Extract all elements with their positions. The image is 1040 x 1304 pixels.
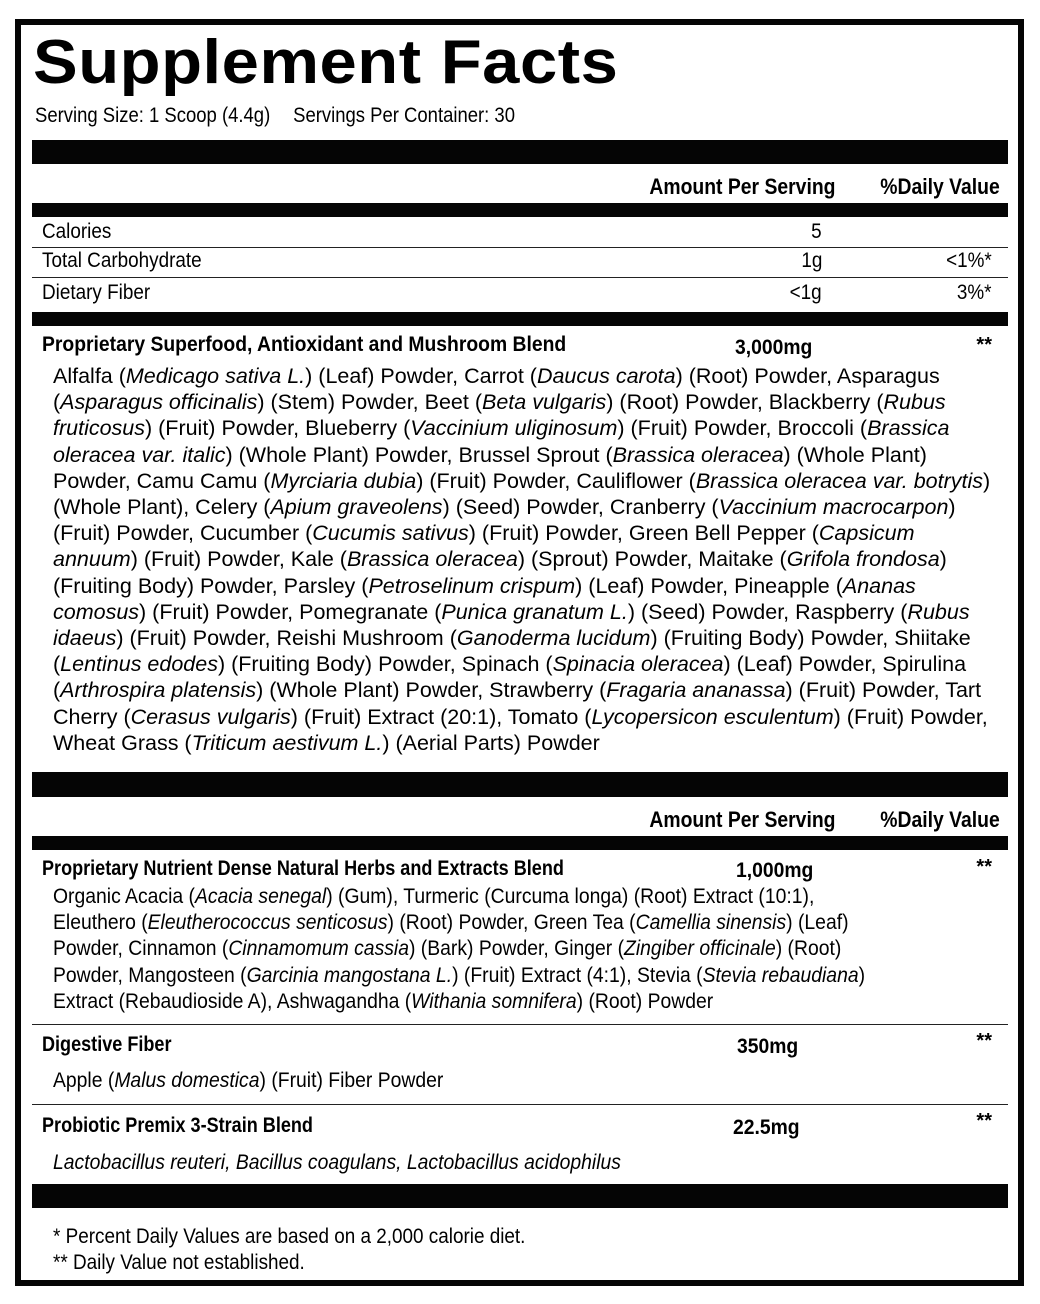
- probiotic-amount: 22.5mg: [733, 1116, 800, 1139]
- botanical-name: Asparagus officinalis: [60, 390, 258, 415]
- botanical-name: Beta vulgaris: [482, 390, 607, 415]
- ingredient-text: ) (Sprout) Powder, Maitake (: [517, 547, 787, 572]
- digestive-fiber-amount: 350mg: [737, 1035, 799, 1058]
- blend2-dv: **: [976, 856, 992, 878]
- ingredient-line: [53, 883, 865, 909]
- ingredient-line: [53, 677, 990, 703]
- botanical-name: Grifola frondosa: [786, 547, 940, 572]
- ingredient-line: [53, 962, 865, 988]
- ingredient-text: ) (Root) Powder, Blackberry (: [606, 390, 884, 415]
- botanical-name: comosus: [53, 599, 140, 624]
- nutrient-amount: 5: [811, 220, 822, 243]
- botanical-name: Capsicum: [818, 521, 915, 546]
- botanical-name: Stevia rebaudiana: [702, 962, 859, 987]
- ingredient-text: Powder, Camu Camu (: [53, 468, 271, 493]
- ingredient-text: ) (Leaf) Powder, Carrot (: [305, 364, 537, 388]
- ingredient-text: ) (Fruit) Powder, Tart: [785, 678, 982, 703]
- botanical-name: Medicago sativa L.: [125, 364, 306, 388]
- ingredient-line: [53, 494, 990, 520]
- ingredient-text: ) (Fruit) Powder,: [833, 704, 988, 729]
- blend2-name: Proprietary Nutrient Dense Natural Herbs and Extracts Blend: [42, 857, 564, 880]
- ingredient-line: [53, 546, 990, 572]
- ingredient-text: ) (Fruit) Powder, Kale (: [130, 547, 347, 572]
- ingredient-line: [53, 1067, 443, 1093]
- ingredient-text: Extract (Rebaudioside A), Ashwagandha (: [53, 988, 412, 1013]
- ingredient-text: (: [53, 678, 61, 703]
- botanical-name: Lentinus edodes: [60, 652, 218, 677]
- ingredient-text: ) (Fruit) Powder, Green Bell Pepper (: [468, 521, 819, 546]
- ingredient-text: ) (Fruiting Body) Powder, Spinach (: [217, 652, 553, 677]
- ingredient-text: (: [53, 390, 61, 415]
- ingredient-text: (: [53, 652, 61, 677]
- ingredient-text: ) (Seed) Powder, Raspberry (: [627, 599, 908, 624]
- botanical-name: Cerasus vulgaris: [130, 704, 291, 729]
- nutrient-name: Calories: [42, 220, 112, 243]
- botanical-name: Brassica oleracea var. botrytis: [695, 468, 984, 493]
- ingredient-text: ) (Fruit) Fiber Powder: [259, 1068, 444, 1092]
- ingredient-text: Cherry (: [53, 704, 131, 729]
- ingredient-line: [53, 704, 990, 730]
- ingredient-line: [53, 442, 990, 468]
- nutrient-amount: <1g: [789, 281, 822, 304]
- ingredient-text: ): [948, 495, 956, 520]
- botanical-name: Apium graveolens: [270, 495, 443, 520]
- botanical-name: Triticum aestivum L.: [191, 730, 383, 755]
- ingredient-text: ) (Fruit) Powder, Broccoli (: [617, 416, 868, 441]
- botanical-name: Arthrospira platensis: [60, 678, 257, 703]
- botanical-name: Rubus: [907, 599, 970, 624]
- ingredient-text: ) (Root): [775, 936, 842, 961]
- ingredient-text: Powder, Cinnamon (: [53, 936, 229, 961]
- nutrient-name: Dietary Fiber: [42, 281, 151, 304]
- ingredient-text: Powder, Mangosteen (: [53, 962, 247, 987]
- blend1-name: Proprietary Superfood, Antioxidant and Mushroom Blend: [42, 333, 567, 356]
- thick-divider: [32, 140, 1008, 164]
- ingredient-line: [53, 363, 990, 389]
- botanical-name: Vaccinium macrocarpon: [718, 495, 949, 520]
- ingredient-line: [53, 415, 990, 441]
- ingredient-text: ) (Fruit) Extract (20:1), Tomato (: [290, 704, 592, 729]
- botanical-name: Eleutherococcus senticosus: [147, 910, 388, 935]
- botanical-name: Malus domestica: [114, 1068, 260, 1092]
- ingredient-line: [53, 468, 990, 494]
- botanical-name: Brassica: [867, 416, 950, 441]
- ingredient-text: ): [858, 962, 866, 987]
- ingredient-text: ) (Whole Plant) Powder, Strawberry (: [256, 678, 607, 703]
- blend1-ingredients: [53, 363, 990, 756]
- thin-divider: [32, 1104, 1008, 1105]
- botanical-name: fruticosus: [53, 416, 146, 441]
- ingredient-text: ) (Bark) Powder, Ginger (: [408, 936, 625, 961]
- botanical-name: Punica granatum L.: [441, 599, 628, 624]
- thick-divider: [32, 1184, 1008, 1208]
- botanical-name: Vaccinium uliginosum: [410, 416, 618, 441]
- nutrient-amount: 1g: [800, 249, 822, 272]
- botanical-name: annuum: [53, 547, 131, 572]
- amount-per-serving-header: Amount Per Serving: [648, 174, 835, 199]
- thick-divider: [32, 836, 1008, 850]
- probiotic-dv: **: [976, 1110, 992, 1132]
- ingredient-text: ) (Fruiting Body) Powder, Shiitake: [650, 626, 971, 651]
- thin-divider: [32, 277, 1008, 278]
- daily-value-header-2: %Daily Value: [880, 807, 1000, 832]
- ingredient-line: [53, 651, 990, 677]
- ingredient-text: Organic Acacia (: [53, 884, 195, 908]
- botanical-name: Spinacia oleracea: [552, 652, 724, 677]
- ingredient-line: [53, 625, 990, 651]
- servings-per-container: Servings Per Container: 30: [293, 104, 515, 127]
- digestive-fiber-name: Digestive Fiber: [42, 1033, 172, 1056]
- label-title: Supplement Facts: [33, 28, 619, 97]
- thick-divider: [32, 203, 1008, 217]
- ingredient-text: ) (Gum), Turmeric (Curcuma longa) (Root) Extract (10:1),: [326, 884, 815, 908]
- serving-size: Serving Size: 1 Scoop (4.4g): [35, 104, 271, 127]
- blend2-ingredients: [53, 883, 955, 1014]
- ingredient-text: (Fruit) Powder, Cucumber (: [53, 521, 313, 546]
- ingredient-text: ) (Leaf) Powder, Pineapple (: [575, 573, 843, 598]
- ingredient-line: [53, 573, 990, 599]
- botanical-name: Ananas: [842, 573, 916, 598]
- botanical-name: Zingiber officinale: [624, 936, 776, 961]
- botanical-name: Lycopersicon esculentum: [591, 704, 834, 729]
- botanical-name: Rubus: [883, 390, 946, 415]
- ingredient-line: [53, 520, 990, 546]
- ingredient-text: (Whole Plant), Celery (: [53, 495, 271, 520]
- nutrient-daily-value: 3%*: [957, 281, 992, 304]
- daily-value-header: %Daily Value: [880, 174, 1000, 199]
- ingredient-text: ) (Fruit) Powder, Cauliflower (: [416, 468, 696, 493]
- ingredient-text: ) (Stem) Powder, Beet (: [257, 390, 482, 415]
- ingredient-text: ) (Whole Plant) Powder, Brussel Sprout (: [225, 442, 613, 467]
- ingredient-text: Wheat Grass (: [53, 730, 192, 755]
- ingredient-text: ): [983, 468, 991, 493]
- thin-divider: [32, 1024, 1008, 1025]
- blend1-dv: **: [976, 334, 992, 356]
- serving-info: [35, 103, 538, 129]
- ingredient-text: ) (Leaf) Powder, Spirulina: [723, 652, 967, 677]
- footnote-daily-values: * Percent Daily Values are based on a 2,000 calorie diet.: [53, 1225, 526, 1248]
- ingredient-text: ) (Whole Plant): [783, 442, 927, 467]
- ingredient-line: [53, 389, 990, 415]
- thick-divider: [32, 312, 1008, 326]
- botanical-name: Fragaria ananassa: [606, 678, 786, 703]
- ingredient-text: ) (Root) Powder: [576, 988, 714, 1013]
- botanical-name: idaeus: [53, 626, 117, 651]
- probiotic-name: Probiotic Premix 3-Strain Blend: [42, 1114, 313, 1137]
- ingredient-text: ) (Leaf): [786, 910, 849, 935]
- ingredient-line: [53, 935, 865, 961]
- blend1-amount: 3,000mg: [735, 336, 813, 359]
- botanical-name: Garcinia mangostana L.: [246, 962, 453, 987]
- botanical-name: Cucumis sativus: [312, 521, 469, 546]
- ingredient-text: ) (Root) Powder, Asparagus: [675, 364, 940, 388]
- ingredient-text: ) (Fruit) Powder, Blueberry (: [145, 416, 411, 441]
- ingredient-text: (Fruiting Body) Powder, Parsley (: [53, 573, 369, 598]
- botanical-name: Lactobacillus reuteri, Bacillus coagulans, Lactobacillus acidophilus: [53, 1150, 621, 1174]
- ingredient-line: [53, 988, 865, 1014]
- ingredient-text: ) (Fruit) Powder, Pomegranate (: [139, 599, 442, 624]
- amount-per-serving-header-2: Amount Per Serving: [648, 807, 835, 832]
- ingredient-text: ): [939, 547, 947, 572]
- ingredient-text: ) (Fruit) Powder, Reishi Mushroom (: [116, 626, 457, 651]
- ingredient-text: Alfalfa (: [53, 364, 126, 388]
- botanical-name: Daucus carota: [536, 364, 676, 388]
- ingredient-line: [53, 1149, 621, 1175]
- ingredient-text: Eleuthero (: [53, 910, 148, 935]
- footnote-not-established: ** Daily Value not established.: [53, 1251, 305, 1274]
- ingredient-text: ) (Root) Powder, Green Tea (: [387, 910, 636, 935]
- botanical-name: Camellia sinensis: [635, 910, 787, 935]
- botanical-name: Ganoderma lucidum: [456, 626, 651, 651]
- botanical-name: Myrciaria dubia: [270, 468, 417, 493]
- nutrient-daily-value: <1%*: [946, 249, 992, 272]
- ingredient-line: [53, 730, 990, 756]
- botanical-name: Cinnamomum cassia: [228, 936, 409, 961]
- ingredient-text: ) (Fruit) Extract (4:1), Stevia (: [452, 962, 703, 987]
- botanical-name: oleracea var. italic: [53, 442, 226, 467]
- ingredient-line: [53, 909, 865, 935]
- ingredient-text: ) (Seed) Powder, Cranberry (: [442, 495, 719, 520]
- botanical-name: Acacia senegal: [194, 884, 327, 908]
- digestive-fiber-dv: **: [976, 1030, 992, 1052]
- nutrient-name: Total Carbohydrate: [42, 249, 202, 272]
- botanical-name: Brassica oleracea: [612, 442, 784, 467]
- probiotic-ingredients: [53, 1149, 684, 1175]
- ingredient-line: [53, 599, 990, 625]
- digestive-fiber-ingredients: [53, 1067, 487, 1093]
- ingredient-text: Apple (: [53, 1068, 115, 1092]
- thick-divider: [32, 772, 1008, 797]
- botanical-name: Brassica oleracea: [346, 547, 518, 572]
- blend2-amount: 1,000mg: [736, 859, 814, 882]
- botanical-name: Petroselinum crispum: [368, 573, 576, 598]
- botanical-name: Withania somnifera: [411, 988, 577, 1013]
- ingredient-text: ) (Aerial Parts) Powder: [382, 730, 600, 755]
